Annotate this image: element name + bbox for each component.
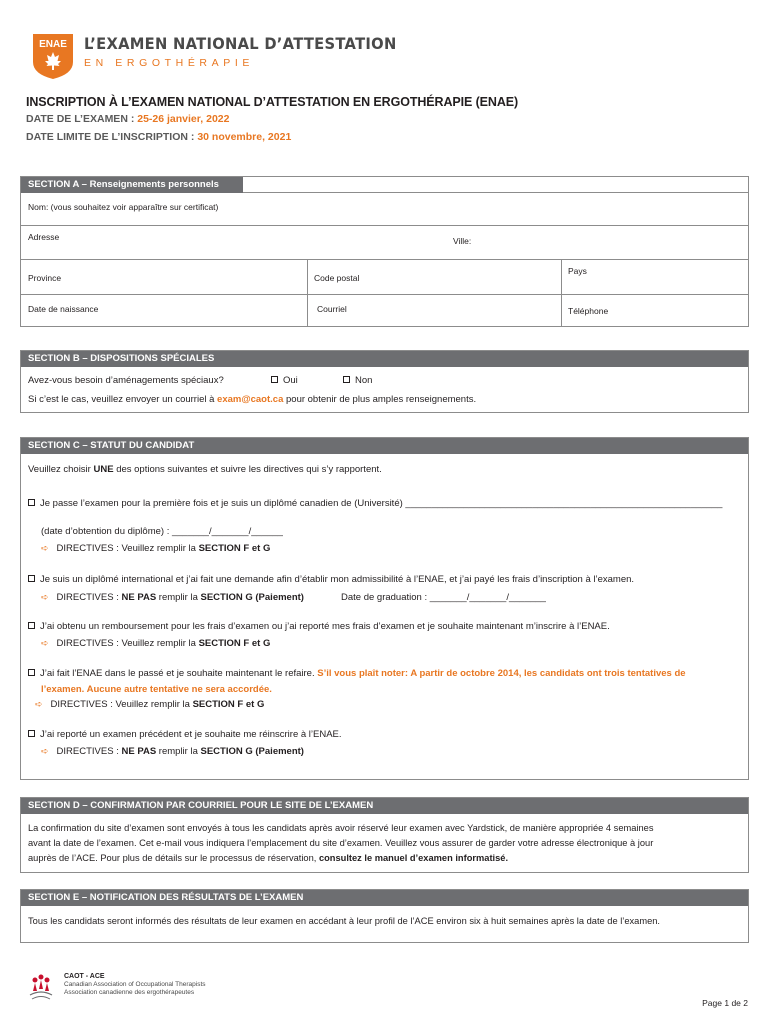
ville-label: Ville: — [453, 236, 472, 246]
caot-logo — [28, 973, 206, 1001]
option-1[interactable] — [28, 498, 722, 509]
section-e — [20, 889, 749, 943]
opt5-dir-pre: DIRECTIVES : — [56, 746, 119, 757]
opt3-dir-pre: DIRECTIVES : Veuillez remplir la — [56, 638, 196, 649]
caot-figures-icon — [28, 973, 54, 1001]
caot-short: CAOT - ACE — [64, 973, 105, 980]
section-d-line-2: avant la date de l’examen. Cet e-mail vous indiquera l’emplacement du site d’examen. Veuillez vous assurer de garder votre adresse électronique à jour — [28, 838, 654, 848]
opt4-dir-pre: DIRECTIVES : Veuillez remplir la — [50, 699, 190, 710]
section-e-title: SECTION E – NOTIFICATION DES RÉSULTATS DE L’EXAMEN — [21, 890, 748, 906]
code-postal-label: Code postal — [314, 273, 360, 283]
exam-email-link[interactable]: exam@caot.ca — [217, 394, 284, 405]
intro-post: des options suivantes et suivre les directives qui s’y rapportent. — [116, 464, 382, 475]
oui-checkbox[interactable] — [271, 376, 278, 383]
opt3-dir-bold: SECTION F et G — [198, 638, 271, 649]
option-3-directive — [41, 638, 270, 649]
opt5-dir-bold1: NE PAS — [121, 746, 157, 757]
note-pre: Si c’est le cas, veuillez envoyer un courriel à — [28, 394, 215, 405]
arrow-right-icon: ➪ — [41, 592, 49, 602]
page-title: INSCRIPTION À L’EXAMEN NATIONAL D’ATTESTATION EN ERGOTHÉRAPIE (ENAE) — [26, 95, 519, 109]
opt2-dir-pre: DIRECTIVES : — [56, 592, 119, 603]
arrow-right-icon: ➪ — [35, 699, 43, 709]
special-needs-question: Avez-vous besoin d’aménagements spéciaux? — [28, 375, 224, 386]
section-d-line-1: La confirmation du site d’examen sont envoyés à tous les candidats après avoir réservé leur examen avec Yardstick, de manière appropriée 4 semaines — [28, 823, 654, 833]
deadline-value: 30 novembre, 2021 — [197, 131, 292, 143]
pays-label: Pays — [568, 266, 587, 276]
option-3[interactable] — [28, 621, 610, 632]
section-a-title: SECTION A – Renseignements personnels — [21, 177, 243, 193]
oui-label: Oui — [283, 375, 298, 386]
opt4-dir-bold: SECTION F et G — [192, 699, 265, 710]
option-2-text: Je suis un diplômé international et j’ai fait une demande afin d’établir mon admissibilité à l’ENAE, et j’ai payé les frais d’inscription à l’examen. — [40, 574, 635, 585]
option-4[interactable] — [28, 668, 686, 679]
intro-pre: Veuillez choisir — [28, 464, 91, 475]
non-checkbox[interactable] — [343, 376, 350, 383]
caot-english: Canadian Association of Occupational Therapists — [64, 981, 206, 988]
option-5-checkbox[interactable] — [28, 730, 35, 737]
opt2-dir-mid: remplir la — [158, 592, 198, 603]
option-1-directive — [41, 543, 270, 554]
option-2-checkbox[interactable] — [28, 575, 35, 582]
opt1-dir-bold: SECTION F et G — [198, 543, 271, 554]
section-d-line-3 — [28, 853, 508, 863]
exam-date — [26, 113, 229, 125]
opt5-dir-mid: remplir la — [158, 746, 198, 757]
caot-french: Association canadienne des ergothérapeutes — [64, 989, 195, 996]
option-5-directive — [41, 746, 304, 757]
page-number: Page 1 de 2 — [702, 998, 748, 1008]
exam-date-value: 25-26 janvier, 2022 — [137, 113, 230, 125]
courriel-label: Courriel — [317, 304, 347, 314]
intro-bold: UNE — [93, 464, 114, 475]
section-c — [20, 437, 749, 780]
section-c-title: SECTION C – STATUT DU CANDIDAT — [21, 438, 748, 454]
section-b-title: SECTION B – DISPOSITIONS SPÉCIALES — [21, 351, 748, 367]
badge-text: ENAE — [39, 39, 67, 50]
oui-option[interactable] — [271, 375, 298, 386]
section-e-text: Tous les candidats seront informés des résultats de leur examen en accédant à leur profil de l’ACE environ six à huit semaines après la date de l’examen. — [28, 916, 661, 926]
section-d — [20, 797, 749, 873]
manual-link[interactable]: consultez le manuel d’examen informatisé. — [318, 853, 509, 863]
opt2-dir-bold2: SECTION G (Paiement) — [200, 592, 304, 603]
non-option[interactable] — [343, 375, 372, 386]
option-4-directive — [35, 699, 264, 710]
section-d-title: SECTION D – CONFIRMATION PAR COURRIEL POUR LE SITE DE L’EXAMEN — [21, 798, 748, 814]
option-2-directive — [41, 592, 304, 603]
option-1-date: (date d’obtention du diplôme) : _______/_______/______ — [41, 526, 283, 537]
option-4-text: J’ai fait l’ENAE dans le passé et je souhaite maintenant le refaire. — [40, 668, 315, 679]
option-1-checkbox[interactable] — [28, 499, 35, 506]
arrow-right-icon: ➪ — [41, 543, 49, 553]
graduation-date: Date de graduation : _______/_______/_______ — [341, 592, 546, 603]
option-3-text: J’ai obtenu un remboursement pour les frais d’examen ou j’ai reporté mes frais d’examen et je souhaite maintenant m’inscrire à l’ENAE. — [40, 621, 610, 632]
option-4-note-2 — [41, 684, 272, 695]
date-naissance-label: Date de naissance — [28, 304, 99, 314]
enae-logo — [30, 32, 424, 80]
enae-badge — [30, 32, 76, 80]
opt1-dir-pre: DIRECTIVES : Veuillez remplir la — [56, 543, 196, 554]
adresse-label: Adresse — [28, 232, 60, 242]
note-post: pour obtenir de plus amples renseignements. — [286, 394, 477, 405]
option-4-note-2-text: l’examen. Aucune autre tentative ne sera accordée. — [41, 684, 272, 695]
deadline — [26, 131, 291, 143]
logo-title: L’EXAMEN NATIONAL D’ATTESTATION — [84, 34, 397, 53]
deadline-label: DATE LIMITE DE L’INSCRIPTION : — [26, 131, 195, 143]
option-5[interactable] — [28, 729, 342, 740]
nom-label: Nom: (vous souhaitez voir apparaître sur certificat) — [28, 202, 219, 212]
maple-leaf-badge-icon — [30, 32, 76, 80]
opt2-dir-bold1: NE PAS — [121, 592, 157, 603]
special-needs-row — [28, 375, 224, 386]
option-4-checkbox[interactable] — [28, 669, 35, 676]
arrow-right-icon: ➪ — [41, 746, 49, 756]
option-5-text: J’ai reporté un examen précédent et je souhaite me réinscrire à l’ENAE. — [40, 729, 342, 740]
section-c-intro — [28, 464, 382, 475]
line3-pre: auprès de l’ACE. Pour plus de détails sur le processus de réservation, — [28, 853, 317, 863]
option-3-checkbox[interactable] — [28, 622, 35, 629]
logo-subtitle: EN ERGOTHÉRAPIE — [84, 57, 254, 69]
option-2[interactable] — [28, 574, 634, 585]
opt5-dir-bold2: SECTION G (Paiement) — [200, 746, 304, 757]
special-needs-note — [28, 394, 476, 405]
option-4-note-1: S’il vous plaît noter: A partir de octobre 2014, les candidats ont trois tentatives de — [317, 668, 686, 679]
option-1-text: Je passe l’examen pour la première fois et je suis un diplômé canadien de (Université) ____________________________________________________________ — [40, 498, 723, 509]
arrow-right-icon: ➪ — [41, 638, 49, 648]
section-b — [20, 350, 749, 413]
telephone-label: Téléphone — [568, 306, 609, 316]
non-label: Non — [355, 375, 373, 386]
province-label: Province — [28, 273, 62, 283]
exam-date-label: DATE DE L’EXAMEN : — [26, 113, 135, 125]
section-a — [20, 176, 749, 327]
